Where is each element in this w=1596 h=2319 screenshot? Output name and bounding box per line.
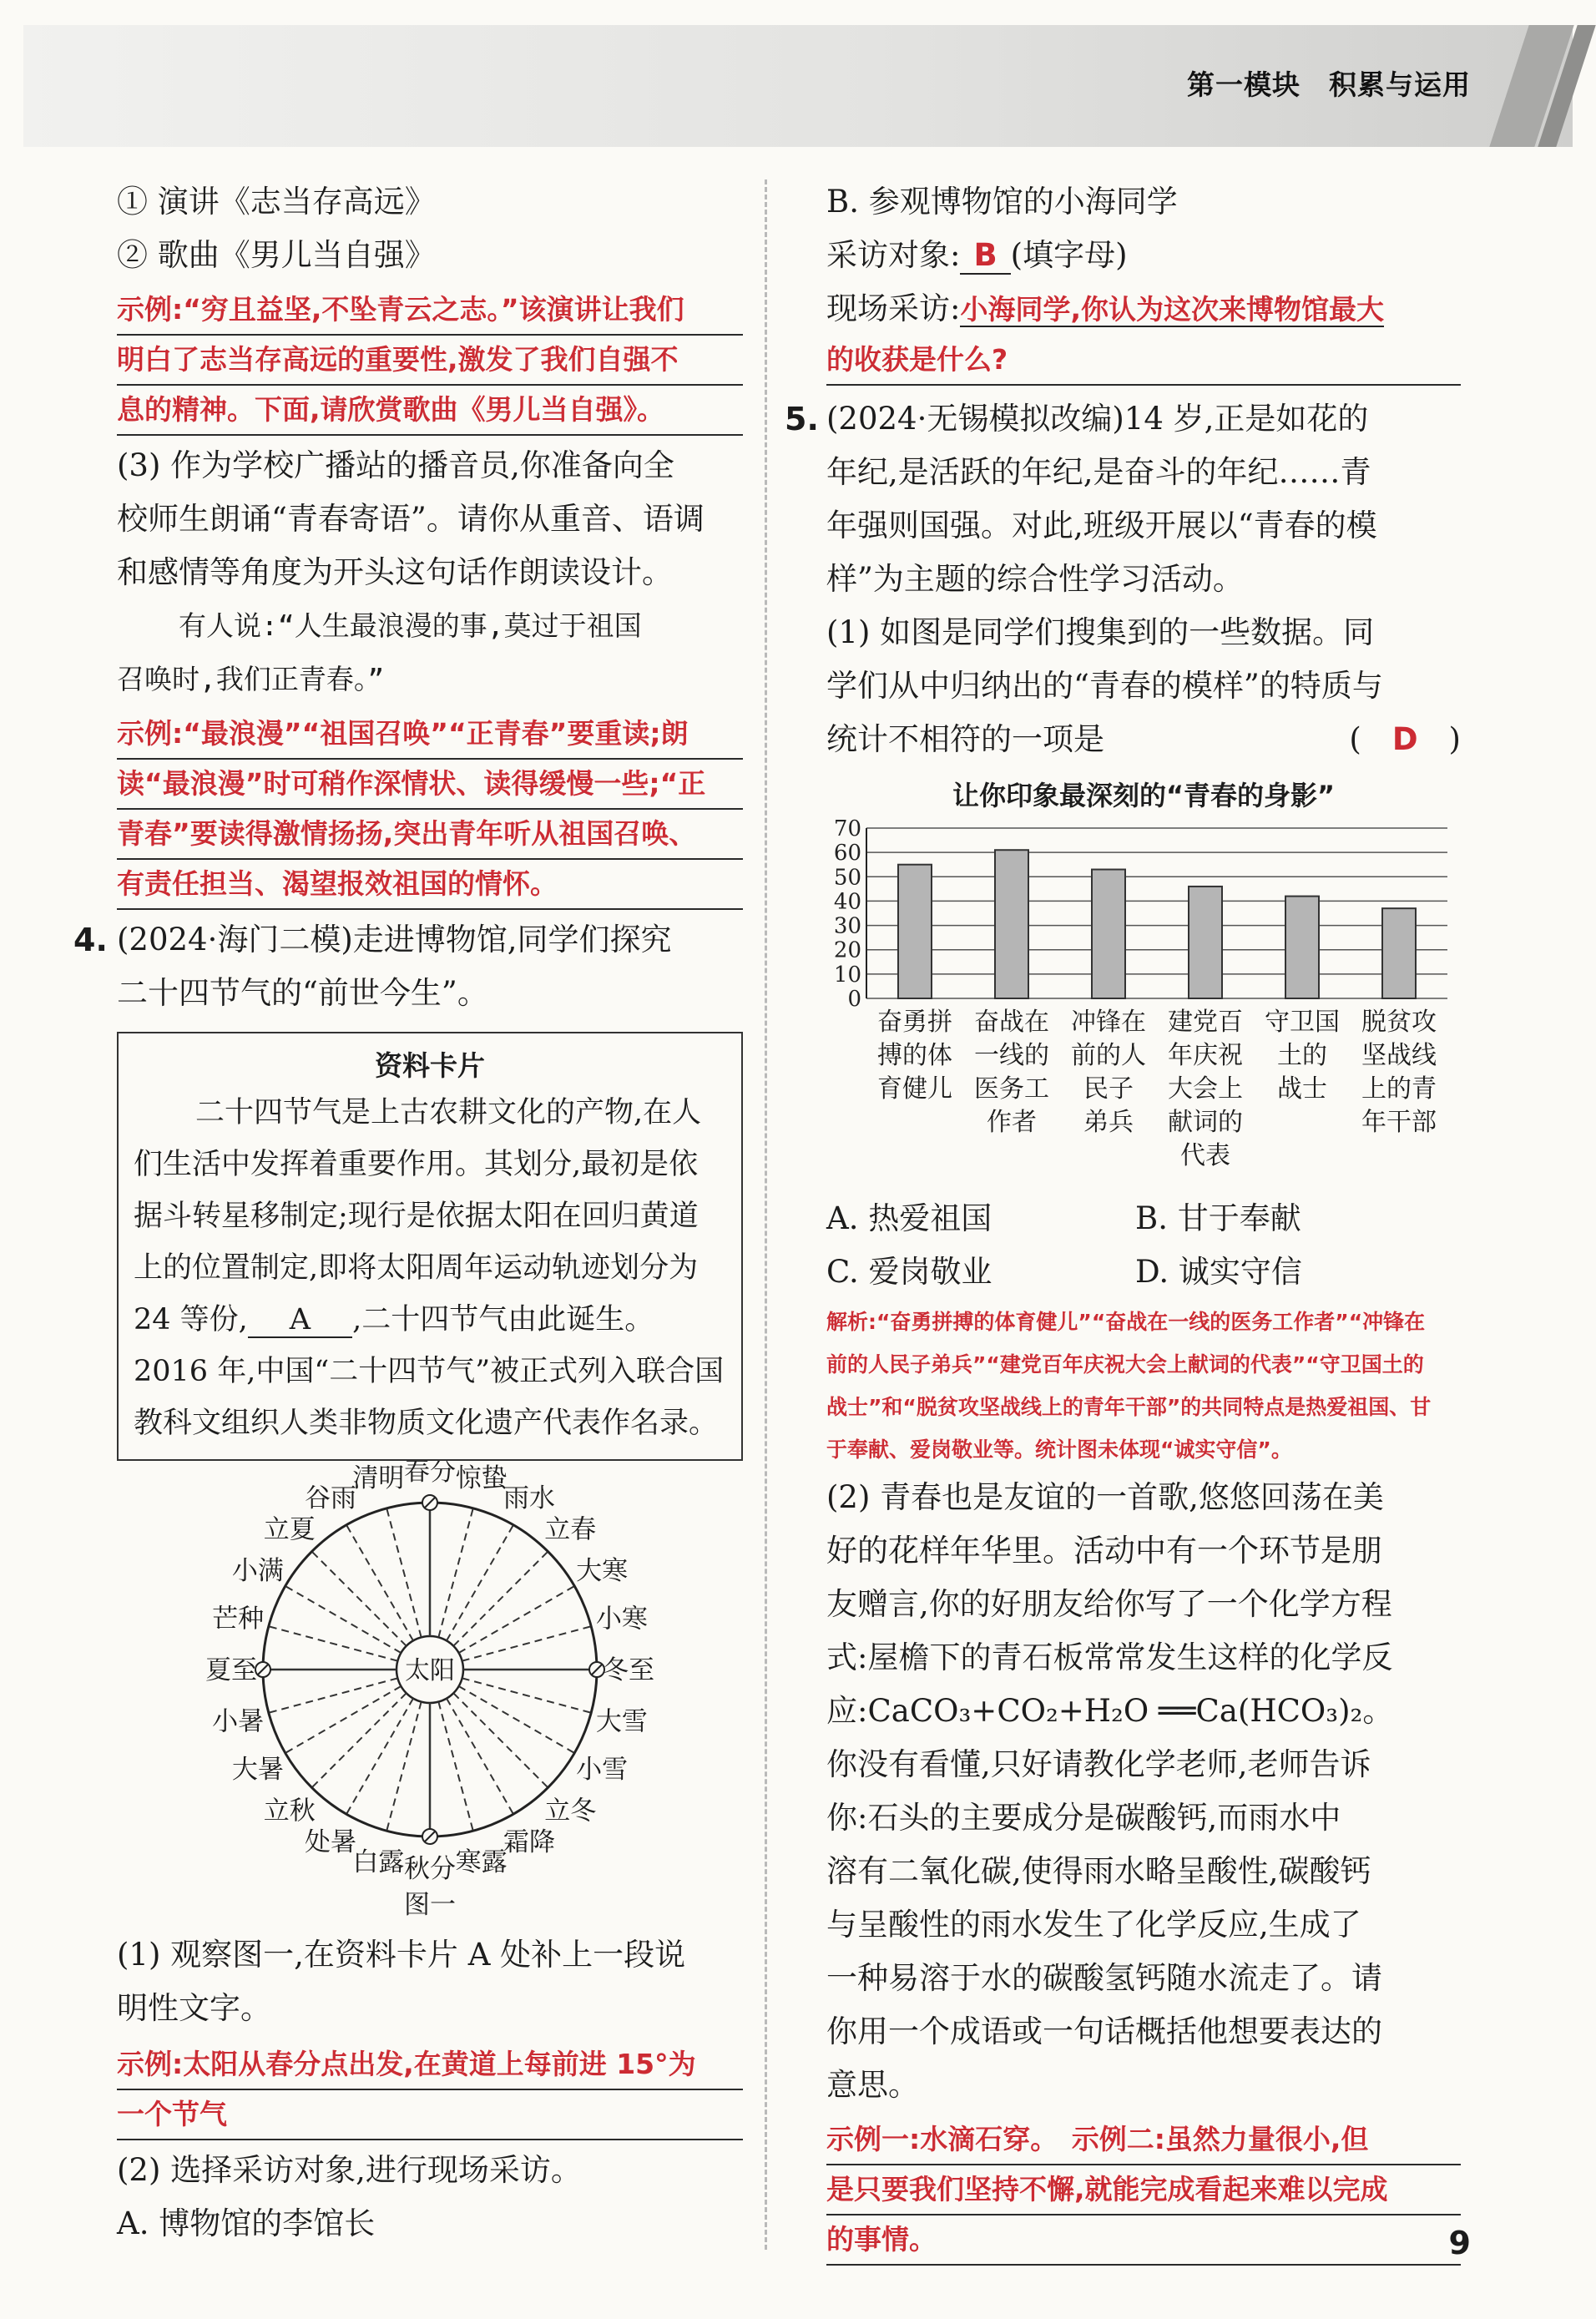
- option: B. 甘于奉献: [1135, 1200, 1301, 1236]
- term-label: 小暑: [212, 1706, 265, 1737]
- option: C. 爱岗敬业: [826, 1254, 992, 1290]
- blank-a: A: [248, 1303, 352, 1338]
- term-label: 霜降: [503, 1827, 555, 1858]
- x-category-label: 作者: [987, 1108, 1037, 1137]
- spoke-line: [462, 1678, 592, 1712]
- interview-line: [826, 282, 1461, 336]
- card-title: 资料卡片: [375, 1049, 485, 1082]
- question-5-text: 年强则国强。对此,班级开展以“青春的模: [826, 508, 1377, 543]
- interviewee-label: 采访对象:: [826, 237, 961, 273]
- question-5: [785, 392, 1461, 606]
- interview-answer: 小海同学,你认为这次来博物馆最大: [960, 293, 1385, 326]
- answer-line: 明白了志当存高远的重要性,激发了我们自强不: [117, 336, 743, 386]
- solar-terms-figure: [117, 1461, 743, 1928]
- y-tick-label: 70: [833, 816, 861, 841]
- spoke-line: [453, 1693, 548, 1787]
- spoke-line: [346, 1525, 413, 1641]
- term-label: 大寒: [576, 1556, 629, 1586]
- bar: [1382, 908, 1416, 998]
- term-label: 芒种: [212, 1604, 265, 1634]
- question-3-text: 校师生朗诵“青春寄语”。请你从重音、语调: [117, 501, 705, 537]
- y-tick-label: 40: [833, 889, 861, 915]
- question-5-text: 年纪,是活跃的年纪,是奋斗的年纪……青: [826, 454, 1371, 490]
- answer-line: 示例一:水滴石穿。 示例二:虽然力量很小,但: [826, 2115, 1461, 2165]
- card-text: 们生活中发挥着重要作用。其划分,最初是依: [134, 1148, 699, 1181]
- spoke-line: [438, 1508, 472, 1638]
- spoke-line: [438, 1702, 472, 1831]
- answer-line: 息的精神。下面,请欣赏歌曲《男儿当自强》。: [117, 386, 743, 436]
- question-5-2-text: 与呈酸性的雨水发生了化学反应,生成了: [826, 1907, 1361, 1943]
- answer-line: 有责任担当、渴望报效祖国的情怀。: [117, 860, 743, 910]
- bar: [1285, 897, 1319, 998]
- term-label: 惊蛰: [455, 1463, 508, 1494]
- spoke-line: [453, 1552, 548, 1646]
- x-category-label: 上的青: [1361, 1074, 1437, 1104]
- card-text-part: ,二十四节气由此诞生。: [352, 1303, 654, 1336]
- bar-chart: [826, 816, 1461, 1184]
- spoke-line: [447, 1525, 513, 1641]
- spoke-line: [447, 1699, 513, 1815]
- x-category-label: 奋勇拼: [877, 1008, 952, 1037]
- question-5-1-text: 学们从中归纳出的“青春的模样”的特质与: [826, 668, 1383, 704]
- card-text: [134, 1294, 726, 1346]
- x-category-label: 医务工: [974, 1074, 1049, 1104]
- equation: 应:CaCO₃+CO₂+H₂O ══Ca(HCO₃)₂。: [826, 1693, 1394, 1729]
- module-title: 第一模块 积累与运用: [1187, 68, 1471, 101]
- term-label: 大雪: [595, 1706, 648, 1737]
- question-5-2-text: 溶有二氧化碳,使得雨水略呈酸性,碳酸钙: [826, 1853, 1371, 1889]
- card-text: 教科文组织人类非物质文化遗产代表作名录。: [134, 1407, 719, 1440]
- question-5-2-text: 好的花样年华里。活动中有一个环节是朋: [826, 1533, 1382, 1569]
- answer-line: 一个节气: [117, 2090, 743, 2140]
- bar: [1189, 887, 1222, 998]
- answer-bracket: ( D ): [1349, 721, 1461, 757]
- y-tick-label: 60: [833, 841, 861, 866]
- material-card: [117, 1032, 743, 1461]
- spoke-line: [459, 1586, 575, 1653]
- x-category-label: 建党百: [1168, 1008, 1243, 1037]
- solar-terms-diagram: [117, 1461, 743, 1928]
- quote-text: 有人说:“人生最浪漫的事,莫过于祖国: [179, 609, 642, 642]
- question-4-2-text: (2) 选择采访对象,进行现场采访。: [117, 2152, 582, 2188]
- question-5-2-text: 友赠言,你的好朋友给你写了一个化学方程: [826, 1586, 1392, 1622]
- spoke-line: [285, 1586, 402, 1653]
- term-label: 清明: [352, 1463, 405, 1494]
- question-3-text: 和感情等角度为开头这句话作朗读设计。: [117, 554, 673, 590]
- answer-line: 读“最浪漫”时可稍作深情状、读得缓慢一些;“正: [117, 760, 743, 810]
- x-category-label: 代表: [1180, 1141, 1230, 1170]
- answer-line: 的收获是什么?: [826, 336, 1461, 386]
- y-tick-label: 10: [833, 962, 861, 988]
- answer-5-2: [826, 2115, 1461, 2266]
- spoke-line: [459, 1686, 575, 1753]
- question-5-2-text: 一种易溶于水的碳酸氢钙随水流走了。请: [826, 1960, 1382, 1996]
- term-label: 小寒: [595, 1604, 648, 1634]
- bar: [1092, 870, 1125, 998]
- list-item: ② 歌曲《男儿当自强》: [117, 237, 436, 273]
- choice-answer: D: [1391, 721, 1418, 757]
- answer-1: [117, 285, 743, 436]
- term-label: 小雪: [576, 1755, 629, 1785]
- x-category-label: 奋战在: [974, 1008, 1049, 1037]
- x-category-label: 前的人: [1071, 1041, 1146, 1070]
- term-label: 立秋: [263, 1796, 316, 1826]
- analysis-line: 战士”和“脱贫攻坚战线上的青年干部”的共同特点是热爱祖国、甘: [826, 1395, 1432, 1419]
- question-5-1-line: [826, 713, 1461, 766]
- term-label: 谷雨: [305, 1483, 356, 1513]
- term-label: 大暑: [231, 1755, 284, 1785]
- x-category-label: 冲锋在: [1071, 1008, 1146, 1037]
- question-4: [73, 913, 743, 1020]
- answer-line: 青春”要读得激情扬扬,突出青年听从祖国召唤、: [117, 810, 743, 860]
- right-column: [785, 175, 1461, 2266]
- interviewee-hint: (填字母): [1010, 237, 1128, 273]
- term-label: 秋分: [404, 1854, 456, 1884]
- spoke-line: [346, 1699, 413, 1815]
- spoke-line: [269, 1626, 398, 1660]
- question-5-2-text: (2) 青春也是友谊的一首歌,悠悠回荡在美: [826, 1479, 1384, 1515]
- x-category-label: 一线的: [974, 1041, 1049, 1070]
- answer-3: [117, 710, 743, 910]
- x-category-label: 战士: [1277, 1074, 1327, 1104]
- options: [826, 1192, 1461, 1299]
- answer-line: 的事情。: [826, 2215, 1461, 2266]
- answer-line: 是只要我们坚持不懈,就能完成看起来难以完成: [826, 2165, 1461, 2215]
- bar: [995, 850, 1028, 998]
- quote-text: 召唤时,我们正青春。”: [117, 663, 385, 695]
- option-b: B. 参观博物馆的小海同学: [826, 184, 1178, 220]
- question-5-1-text: (1) 如图是同学们搜集到的一些数据。同: [826, 614, 1375, 650]
- y-tick-label: 30: [833, 913, 861, 939]
- option: D. 诚实守信: [1135, 1254, 1302, 1290]
- x-category-label: 脱贫攻: [1361, 1008, 1437, 1037]
- answer-line: 示例:“最浪漫”“祖国召唤”“正青春”要重读;朗: [117, 710, 743, 760]
- figure-caption: 图一: [404, 1890, 456, 1920]
- question-5-2-text: 你:石头的主要成分是碳酸钙,而雨水中: [826, 1800, 1341, 1836]
- term-label: 立夏: [263, 1514, 316, 1545]
- left-column: [73, 175, 743, 2251]
- spoke-line: [462, 1626, 592, 1660]
- y-tick-label: 20: [833, 937, 861, 963]
- page-number: 9: [1448, 2225, 1471, 2261]
- question-5-1-text: 统计不相符的一项是: [826, 721, 1104, 757]
- x-category-label: 弟兵: [1083, 1108, 1134, 1137]
- term-label: 寒露: [455, 1847, 508, 1877]
- analysis-line: 前的人民子弟兵”“建党百年庆祝大会上献词的代表”“守卫国土的: [826, 1352, 1424, 1377]
- answer-line: 示例:太阳从春分点出发,在黄道上每前进 15°为: [117, 2040, 743, 2090]
- bar: [898, 865, 932, 998]
- question-4-text: 二十四节气的“前世今生”。: [117, 975, 488, 1011]
- term-label: 立春: [544, 1514, 597, 1545]
- question-3-text: (3) 作为学校广播站的播音员,你准备向全: [117, 447, 674, 483]
- x-category-label: 民子: [1083, 1074, 1134, 1104]
- spoke-line: [269, 1678, 398, 1712]
- term-label: 春分: [404, 1461, 456, 1487]
- x-category-label: 育健儿: [877, 1074, 952, 1104]
- question-4-text: (2024·海门二模)走进博物馆,同学们探究: [117, 922, 672, 957]
- interview-answer-cont: [826, 336, 1461, 386]
- analysis-line: 解析:“奋勇拼搏的体育健儿”“奋战在一线的医务工作者”“冲锋在: [826, 1310, 1426, 1334]
- term-label: 立冬: [544, 1796, 597, 1826]
- question-number: 4.: [73, 922, 108, 958]
- x-category-label: 年干部: [1361, 1108, 1437, 1137]
- card-text: 2016 年,中国“二十四节气”被正式列入联合国: [134, 1355, 725, 1388]
- y-tick-label: 0: [847, 987, 861, 1012]
- card-text: 上的位置制定,即将太阳周年运动轨迹划分为: [134, 1251, 699, 1285]
- question-5-text: (2024·无锡模拟改编)14 岁,正是如花的: [826, 401, 1369, 437]
- interview-label: 现场采访:: [826, 291, 961, 326]
- x-category-label: 年庆祝: [1168, 1041, 1243, 1070]
- center-label: 太阳: [405, 1656, 455, 1685]
- x-category-label: 献词的: [1168, 1108, 1243, 1137]
- spoke-line: [312, 1552, 407, 1646]
- term-label: 小满: [231, 1556, 284, 1586]
- term-label: 夏至: [205, 1655, 257, 1685]
- interviewee-line: [826, 229, 1461, 282]
- answer-line: 示例:“穷且益坚,不坠青云之志。”该演讲让我们: [117, 285, 743, 336]
- analysis: [826, 1301, 1461, 1471]
- spoke-line: [312, 1693, 407, 1787]
- x-category-label: 大会上: [1168, 1074, 1243, 1104]
- spoke-line: [285, 1686, 402, 1753]
- question-5-2-text: 意思。: [826, 2067, 919, 2103]
- card-text-part: 24 等份,: [134, 1303, 248, 1336]
- list-item: ① 演讲《志当存高远》: [117, 184, 436, 220]
- question-5-2-text: 式:屋檐下的青石板常常发生这样的化学反: [826, 1639, 1393, 1675]
- question-5-text: 样”为主题的综合性学习活动。: [826, 561, 1244, 597]
- x-category-label: 搏的体: [877, 1041, 952, 1070]
- x-category-label: 坚战线: [1361, 1041, 1437, 1070]
- question-4-1-text: 明性文字。: [117, 1990, 271, 2026]
- term-label: 白露: [352, 1847, 405, 1877]
- term-label: 冬至: [603, 1655, 654, 1685]
- x-category-label: 守卫国: [1265, 1008, 1340, 1037]
- analysis-line: 于奉献、爱岗敬业等。统计图未体现“诚实守信”。: [826, 1437, 1292, 1462]
- interviewee-answer: B: [960, 237, 1010, 275]
- option: A. 热爱祖国: [826, 1200, 992, 1236]
- term-label: 雨水: [503, 1483, 555, 1513]
- y-tick-label: 50: [833, 865, 861, 891]
- x-category-label: 土的: [1277, 1041, 1327, 1070]
- spoke-line: [386, 1702, 421, 1831]
- chart-title: 让你印象最深刻的“青春的身影”: [952, 780, 1336, 811]
- term-label: 处暑: [305, 1827, 356, 1858]
- card-text: 据斗转星移制定;现行是依据太阳在回归黄道: [134, 1200, 699, 1233]
- spoke-line: [386, 1508, 421, 1638]
- question-5-2-text: 你用一个成语或一句话概括他想要表达的: [826, 2013, 1382, 2049]
- question-5-2-text: 你没有看懂,只好请教化学老师,老师告诉: [826, 1746, 1371, 1782]
- column-divider: [765, 179, 767, 2250]
- answer-4-1: [117, 2040, 743, 2140]
- question-4-1-text: (1) 观察图一,在资料卡片 A 处补上一段说: [117, 1937, 686, 1973]
- option-a: A. 博物馆的李馆长: [117, 2205, 376, 2241]
- question-number: 5.: [785, 401, 819, 437]
- card-text: 二十四节气是上古农耕文化的产物,在人: [195, 1096, 702, 1129]
